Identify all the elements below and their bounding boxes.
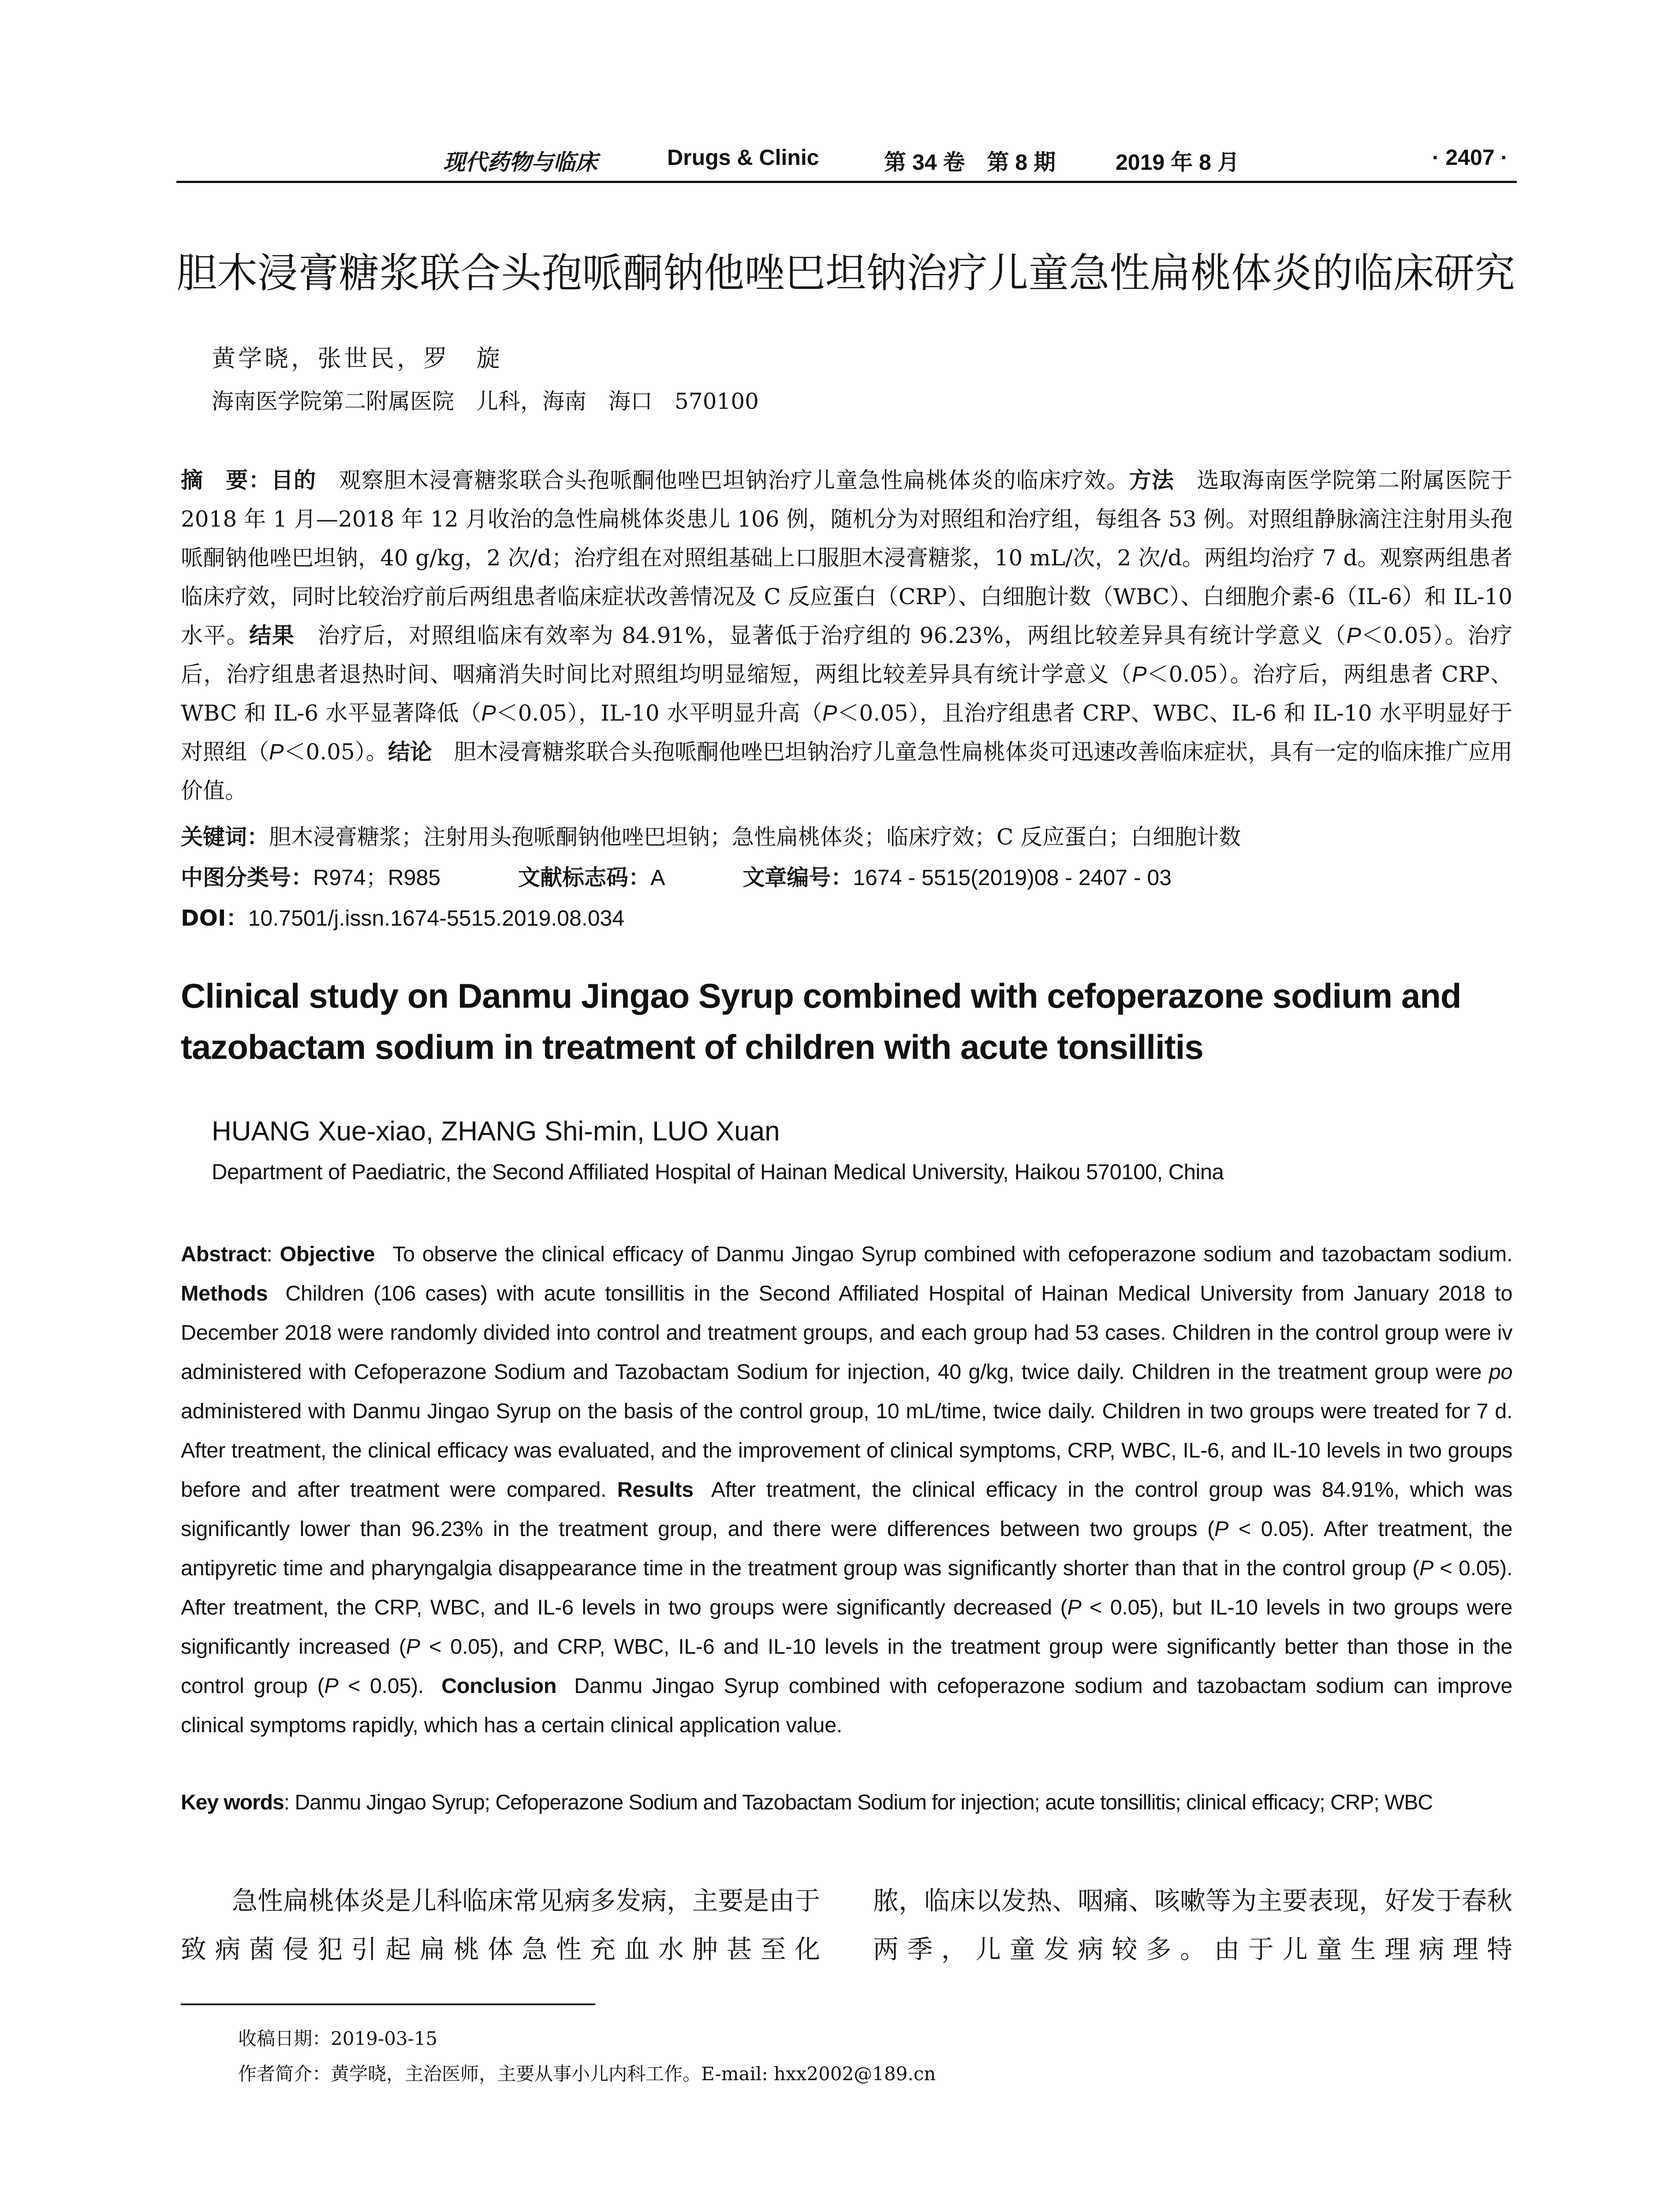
objective-label-en: Objective [280,1242,375,1266]
keywords-label-cn: 关键词： [181,824,269,850]
keywords-label-en: Key words [181,1791,284,1814]
abstract-label-en: Abstract [181,1242,267,1266]
article-title-en: Clinical study on Danmu Jingao Syrup combined with cefoperazone sodium and tazobactam sodium in treatment of children with acute tonsillitis [181,976,1461,1066]
body-paragraph: 急性扁桃体炎是儿科临床常见病多发病，主要是由于致病菌侵犯引起扁桃体急性充血水肿甚至化 [181,1886,821,1964]
results-text-cn: ＜0.05）。治疗后，治疗组患者退热时间、咽痛消失时间比对照组均明显缩短，两组比较差异具有统计学意义（ [181,623,1513,687]
doi-line [181,901,624,932]
results-label-en: Results [617,1478,694,1502]
results-text-en: < 0.05), and CRP, WBC, IL-6 and IL-10 levels in the treatment group were significantly better than those in the control group ( [181,1635,1512,1698]
objective-label-cn: 目的 [271,467,317,493]
footnote-divider [181,2003,595,2005]
methods-text-en: administered with Danmu Jingao Syrup on the basis of the control group, 10 mL/time, twice daily. Children in two groups were treated for 7 d. After treatment, the clinical efficacy was evaluated, and the improvement of clinical symptoms, CRP, WBC, IL-6, and IL-10 levels in two groups before and after treatment were compared. [181,1399,1512,1502]
methods-label-cn: 方法 [1129,467,1175,493]
journal-name-en: Drugs & Clinic [667,145,819,170]
p-value-symbol: P [1067,1596,1082,1619]
methods-text-cn: 选取海南医学院第二附属医院于 2018 年 1 月—2018 年 12 月收治的急性扁桃体炎患儿 106 例，随机分为对照组和治疗组，每组各 53 例。对照组静脉滴注注射用头孢哌酮钠他唑巴坦钠，40 g/kg，2 次/d；治疗组在对照组基础上口服胆木浸膏糖浆，10 mL/次，2 次/d。两组均治疗 7 d。观察两组患者临床疗效，同时比较治疗前后两组患者临床症状改善情况及 C 反应蛋白（CRP）、白细胞计数（WBC）、白细胞介素-6（IL-6）和 IL-10 水平。 [181,467,1513,648]
results-text-cn: 治疗后，对照组临床有效率为 84.91%，显著低于治疗组的 96.23%，两组比较差异具有统计学意义（ [317,623,1347,648]
page-number: · 2407 · [1432,145,1508,170]
article-number-label: 文章编号： [743,865,853,890]
p-value-symbol: P [324,1674,339,1698]
abstract-en [181,1235,1512,1745]
doi-label: DOI： [181,905,248,931]
keywords-en [181,1790,1433,1815]
affiliation-cn: 海南医学院第二附属医院 儿科，海南 海口 570100 [212,389,759,414]
conclusion-text-cn: 胆木浸膏糖浆联合头孢哌酮他唑巴坦钠治疗儿童急性扁桃体炎可迅速改善临床症状，具有一定的临床推广应用价值。 [181,739,1513,804]
results-text-cn: ＜0.05），且治疗组患者 CRP、WBC、IL-6 和 IL-10 水平明显好于对照组（ [181,700,1512,765]
abstract-cn [181,461,1512,810]
p-value-symbol: P [1419,1556,1434,1580]
running-head [176,141,1517,183]
p-value-symbol: P [1214,1517,1228,1541]
objective-text-en: To observe the clinical efficacy of Danmu Jingao Syrup combined with cefoperazone sodium and tazobactam sodium. [392,1242,1512,1266]
conclusion-text-en: Danmu Jingao Syrup combined with cefoperazone sodium and tazobactam sodium can improve clinical symptoms rapidly, which has a certain clinical application value. [181,1674,1512,1737]
body-paragraph: 脓，临床以发热、咽痛、咳嗽等为主要表现，好发于春秋两季，儿童发病较多。由于儿童生理病理特 [873,1886,1513,1964]
doi-value: 10.7501/j.issn.1674-5515.2019.08.034 [248,906,625,931]
classification-line [181,860,1172,892]
doc-code-value: A [650,865,665,890]
article-number-value: 1674 - 5515(2019)08 - 2407 - 03 [853,865,1172,890]
authors-en: HUANG Xue-xiao, ZHANG Shi-min, LUO Xuan [212,1116,780,1147]
results-text-en: < 0.05), but IL-10 levels in two groups were significantly increased ( [181,1596,1512,1659]
body-column-left [181,1876,820,1973]
p-value-symbol: P [1346,623,1361,648]
po-abbreviation: po [1489,1360,1512,1384]
doc-code-label: 文献标志码： [518,865,650,890]
clc-label: 中图分类号： [181,865,313,890]
objective-text-cn: 观察胆木浸膏糖浆联合头孢哌酮他唑巴坦钠治疗儿童急性扁桃体炎的临床疗效。 [338,467,1129,493]
received-date-footnote: 收稿日期：2019-03-15 [238,2028,438,2049]
clc-value: R974；R985 [313,865,441,890]
keywords-cn [181,819,1241,851]
affiliation-en: Department of Paediatric, the Second Affiliated Hospital of Hainan Medical University, Haikou 570100, China [212,1160,1224,1184]
abstract-colon: : [266,1242,280,1266]
body-column-right [873,1876,1512,1973]
results-text-en: < 0.05). After treatment, the antipyretic time and pharyngalgia disappearance time in the treatment group was significantly shorter than that in the control group ( [181,1517,1512,1580]
results-text-cn: ＜0.05），IL-10 水平明显升高（ [496,700,823,726]
issue-date: 2019 年 8 月 [1116,150,1239,175]
keywords-text-en: : Danmu Jingao Syrup; Cefoperazone Sodium and Tazobactam Sodium for injection; acute tonsillitis; clinical efficacy; CRP; WBC [284,1791,1433,1814]
conclusion-label-cn: 结论 [388,739,432,765]
results-text-cn: ＜0.05）。治疗后，两组患者 CRP、WBC 和 IL-6 水平显著降低（ [181,662,1512,726]
p-value-symbol: P [822,701,837,725]
results-label-cn: 结果 [249,623,295,648]
journal-name-cn: 现代药物与临床 [443,149,597,175]
results-text-cn: ＜0.05）。 [284,739,388,765]
results-text-en: < 0.05). After treatment, the CRP, WBC, and IL-6 levels in two groups were significantly decreased ( [181,1556,1512,1619]
methods-label-en: Methods [181,1282,268,1305]
abstract-label-cn: 摘 要： [181,467,271,493]
article-title-cn: 胆木浸膏糖浆联合头孢哌酮钠他唑巴坦钠治疗儿童急性扁桃体炎的临床研究 [176,250,1516,297]
results-text-en: After treatment, the clinical efficacy in the control group was 84.91%, which was significantly lower than 96.23% in the treatment group, and there were differences between two groups ( [181,1478,1512,1541]
p-value-symbol: P [406,1635,420,1659]
methods-text-en: Children (106 cases) with acute tonsillitis in the Second Affiliated Hospital of Hainan Medical University from January 2018 to December 2018 were randomly divided into control and treatment groups, and each group had 53 cases. Children in the control group were iv administered with Cefoperazone Sodium and Tazobactam Sodium for injection, 40 g/kg, twice daily. Children in the treatment group were [181,1282,1512,1384]
author-bio-footnote: 作者简介：黄学晓，主治医师，主要从事小儿内科工作。E-mail: hxx2002@189.cn [238,2063,936,2085]
volume-issue: 第 34 卷 第 8 期 [884,150,1056,175]
conclusion-label-en: Conclusion [441,1674,557,1698]
keywords-text-cn: 胆木浸膏糖浆；注射用头孢哌酮钠他唑巴坦钠；急性扁桃体炎；临床疗效；C 反应蛋白；白细胞计数 [269,824,1241,850]
authors-cn: 黄学晓，张世民，罗 旋 [212,344,503,372]
p-value-symbol: P [1132,662,1147,687]
results-text-en: < 0.05). [338,1674,424,1698]
p-value-symbol: P [481,701,496,725]
p-value-symbol: P [269,740,284,764]
